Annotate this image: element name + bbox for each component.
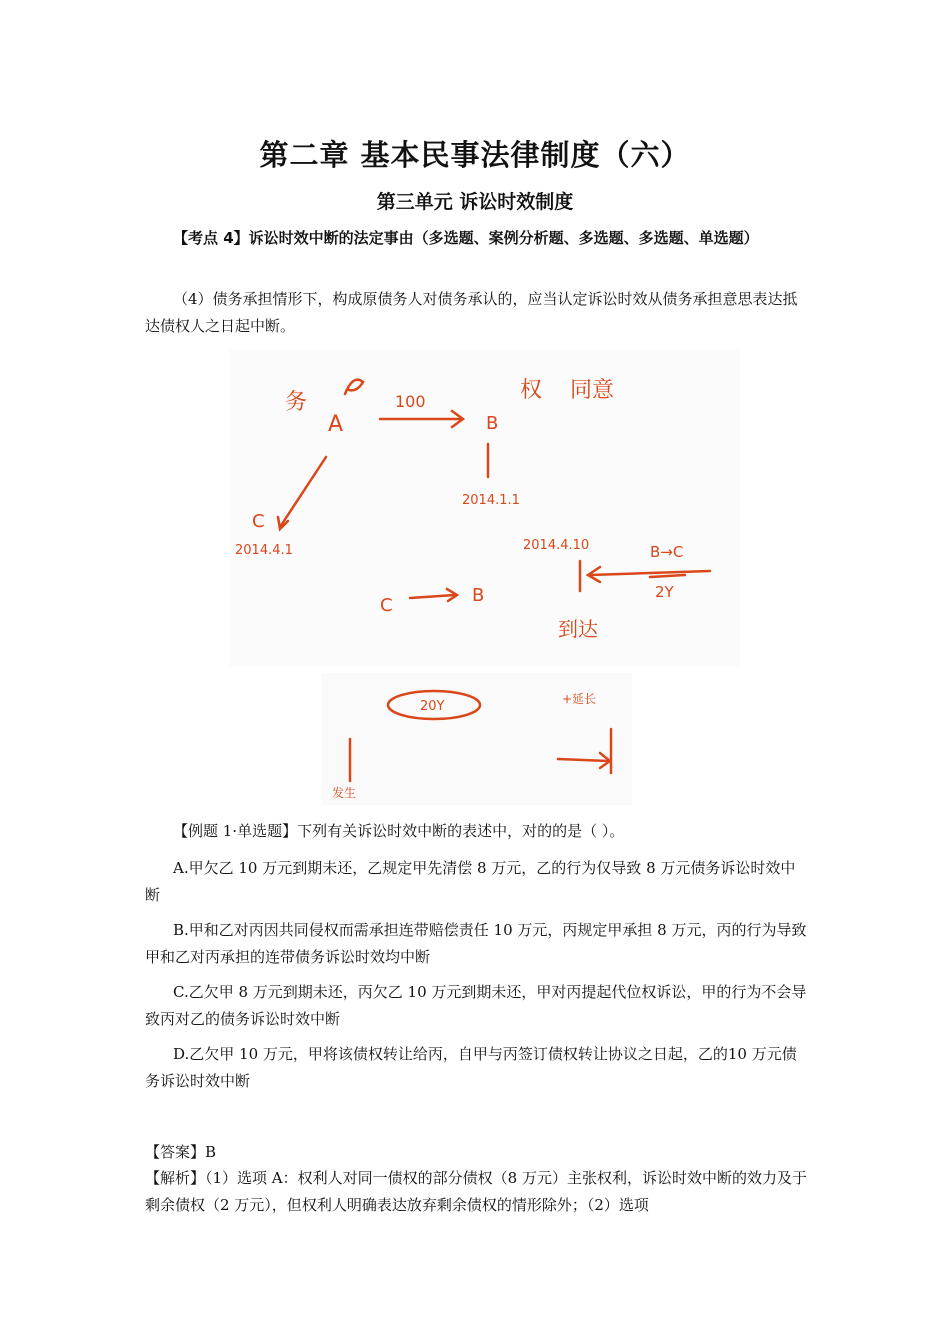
- handwritten-sketch-2: [322, 673, 632, 805]
- option-d: D.乙欠甲 10 万元，甲将该债权转让给丙，自甲与丙签订债权转让协议之日起，乙的10 万元债务诉讼时效中断: [145, 1045, 797, 1090]
- sketch-label-b2: B: [472, 585, 485, 606]
- sketch-label-tongyi: 同意: [570, 378, 615, 403]
- option-a: A.甲欠乙 10 万元到期未还，乙规定甲先清偿 8 万元，乙的行为仅导致 8 万元债务诉讼时效中断: [145, 859, 796, 904]
- sketch-label-xuan: +延长: [562, 692, 597, 706]
- analysis: 【解析】（1）选项 A：权利人对同一债权的部分债权（8 万元）主张权利，诉讼时效中断的效力及于剩余债权（2 万元），但权利人明确表达放弃剩余债权的情形除外；（2）选项: [145, 1169, 807, 1214]
- sketch-label-bc: B→C: [650, 543, 684, 561]
- page-title: 第二章 基本民事法律制度（六）: [259, 138, 691, 172]
- sketch-date-c: 2014.4.1: [235, 543, 293, 558]
- sketch-label-fasheng: 发生: [332, 786, 357, 800]
- sketch-label-100: 100: [395, 392, 426, 411]
- option-b: B.甲和乙对丙因共同侵权而需承担连带赔偿责任 10 万元，丙规定甲承担 8 万元，丙的行为导致甲和乙对丙承担的连带债务诉讼时效均中断: [145, 921, 807, 966]
- sketch-arrow-right-left: [590, 571, 710, 575]
- sketch-label-daoda: 到达: [558, 617, 598, 641]
- sketch-label-b: B: [486, 413, 499, 434]
- sketch-label-wu: 务: [285, 390, 308, 415]
- paragraph-4: （4）债务承担情形下，构成原债务人对债务承认的，应当认定诉讼时效从债务承担意思表达抵达债权人之日起中断。: [145, 290, 798, 335]
- sketch-curl: [345, 380, 363, 394]
- sketch-label-c2: C: [380, 595, 393, 616]
- handwritten-sketch: [230, 349, 740, 667]
- sketch-line-a-c: [280, 457, 326, 527]
- section-subtitle: 第三单元 诉讼时效制度: [376, 191, 574, 213]
- option-c: C.乙欠甲 8 万元到期未还，丙欠乙 10 万元到期未还，甲对丙提起代位权诉讼，甲的行为不会导致丙对乙的债务诉讼时效中断: [145, 983, 807, 1028]
- example-question: 【例题 1·单选题】下列有关诉讼时效中断的表述中，对的的是（ ）。: [173, 822, 625, 840]
- sketch-label-20y: 20Y: [420, 699, 445, 714]
- sketch-date-d: 2014.4.10: [523, 538, 590, 553]
- answer: 【答案】B: [145, 1143, 217, 1161]
- sketch-label-c: C: [252, 511, 265, 532]
- sketch-date-b: 2014.1.1: [462, 493, 520, 508]
- sketch-arrow-c-b: [410, 595, 455, 598]
- sketch-label-a: A: [328, 412, 344, 437]
- exam-point-heading: 【考点 4】诉讼时效中断的法定事由（多选题、案例分析题、多选题、多选题、单选题）: [173, 229, 759, 247]
- sketch-label-2y: 2Y: [655, 583, 674, 601]
- sketch-label-quan: 权: [520, 378, 543, 403]
